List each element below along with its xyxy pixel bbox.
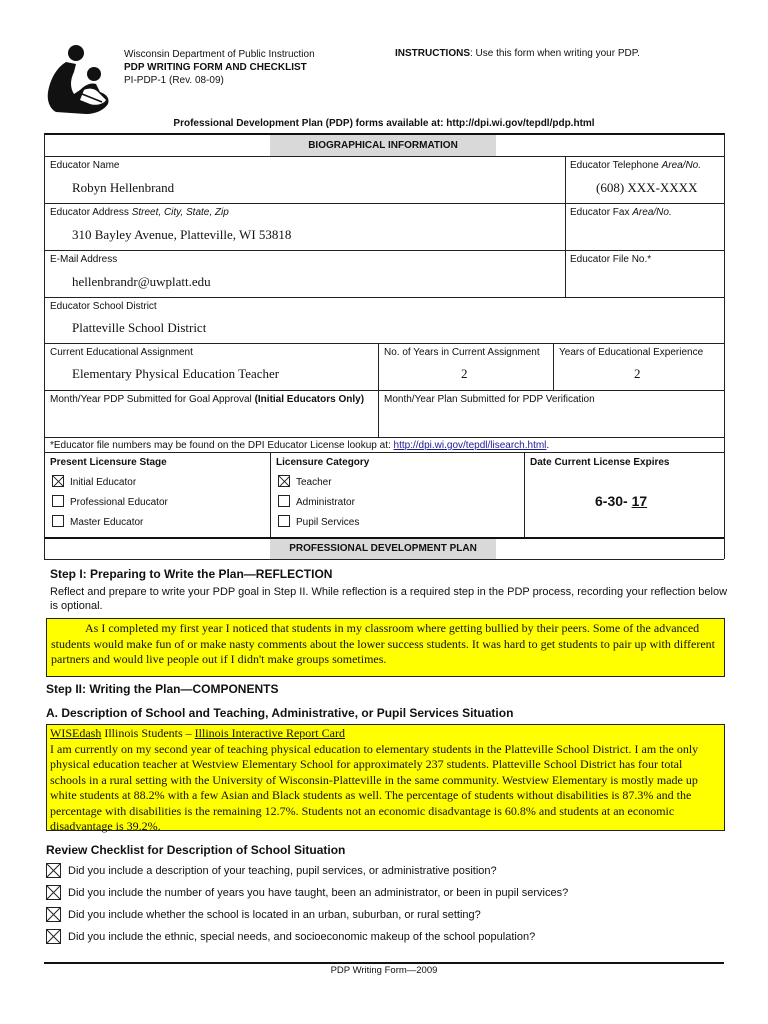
header-block <box>124 48 315 87</box>
years-experience-value[interactable]: 2 <box>634 366 641 381</box>
checklist-checkbox-2[interactable] <box>46 885 61 900</box>
phone-label: Educator Telephone Area/No. <box>570 160 702 171</box>
instructions-text: : Use this form when writing your PDP. <box>470 48 640 59</box>
category-teacher-checkbox[interactable] <box>278 475 290 487</box>
stage-professional-checkbox[interactable] <box>52 495 64 507</box>
file-no-label: Educator File No.* <box>570 254 652 265</box>
checklist-checkbox-4[interactable] <box>46 929 61 944</box>
address-value[interactable]: 310 Bayley Avenue, Platteville, WI 53818 <box>72 227 292 242</box>
category-pupil-services-checkbox[interactable] <box>278 515 290 527</box>
step1-body: Reflect and prepare to write your PDP goal in Step II. While reflection is a required step in the PDP process, recording your reflection below is optional. <box>50 586 728 612</box>
verification-label: Month/Year Plan Submitted for PDP Verification <box>384 394 595 405</box>
checklist-item-1: Did you include a description of your teaching, pupil services, or administrative position? <box>68 865 497 877</box>
email-label: E-Mail Address <box>50 254 118 265</box>
stage-master-label: Master Educator <box>70 517 144 528</box>
checklist-item-4: Did you include the ethnic, special needs, and socioeconomic makeup of the school population? <box>68 931 536 943</box>
phone-value[interactable]: (608) XXX-XXXX <box>596 180 698 195</box>
licensure-stage-label: Present Licensure Stage <box>50 457 167 468</box>
pdp-section-title: PROFESSIONAL DEVELOPMENT PLAN <box>289 543 477 554</box>
school-description: WISEdash Illinois Students – Illinois Interactive Report Card I am currently on my second year of teaching physical education to elementary students in the Platteville School District. I am the only physical education teacher at Westview Elementary School for approximately 237 students. Platteville School District has four total schools in a rural setting with the University of Wisconsin-Platteville in the same community. Westview Elementary is mostly made up white students at 88.2% with a few Asian and Black students as well. The percentage of students without disabilities is 87.3% and the percentage with disabilities is the remaining 12.7%. Students not an economic disadvantage is 60.8% and students at an economic disadvantage is 39.2%. <box>50 726 699 833</box>
expires-value[interactable]: 6-30- 17 <box>595 493 648 509</box>
instructions-label: INSTRUCTIONS <box>395 48 470 59</box>
wisedash-link[interactable]: WISEdash <box>50 726 102 740</box>
licensure-category-label: Licensure Category <box>276 457 370 468</box>
reflection-textbox[interactable] <box>46 618 725 677</box>
file-note: *Educator file numbers may be found on the DPI Educator License lookup at: http://dpi.wi.gov/tepdl/lisearch.html. <box>50 440 550 451</box>
stage-professional-label: Professional Educator <box>70 497 168 508</box>
checklist-title: Review Checklist for Description of School Situation <box>46 843 346 857</box>
category-administrator-label: Administrator <box>296 497 355 508</box>
forms-url-link[interactable]: http://dpi.wi.gov/tepdl/pdp.html <box>446 118 595 129</box>
agency-name: Wisconsin Department of Public Instruction <box>124 49 315 60</box>
checklist-checkbox-3[interactable] <box>46 907 61 922</box>
assignment-value[interactable]: Elementary Physical Education Teacher <box>72 366 280 381</box>
category-administrator-checkbox[interactable] <box>278 495 290 507</box>
reflection-text: As I completed my first year I noticed that students in my classroom where getting bullied by their peers. Some of the advanced students would make fun of or make nasty comments about the lower success students. It was hard to get students to pair up with different partners and would live people out if I didn't make groups sometimes. <box>51 621 715 666</box>
step1-title: Step I: Preparing to Write the Plan—REFLECTION <box>50 567 333 581</box>
category-teacher-label: Teacher <box>296 477 332 488</box>
district-label: Educator School District <box>50 301 157 312</box>
forms-available-prefix: Professional Development Plan (PDP) forms available at: <box>173 118 447 129</box>
district-value[interactable]: Platteville School District <box>72 320 207 335</box>
license-lookup-link[interactable]: http://dpi.wi.gov/tepdl/lisearch.html <box>393 440 547 451</box>
expires-label: Date Current License Expires <box>530 457 670 468</box>
dpi-logo <box>46 44 112 116</box>
illinois-report-card-link[interactable]: Illinois Interactive Report Card <box>194 726 345 740</box>
footer-rule <box>44 962 724 964</box>
goal-approval-label: Month/Year PDP Submitted for Goal Approval (Initial Educators Only) <box>50 394 365 405</box>
footer-text: PDP Writing Form—2009 <box>330 965 438 976</box>
educator-name-label: Educator Name <box>50 160 120 171</box>
checklist-item-3: Did you include whether the school is located in an urban, suburban, or rural setting? <box>68 909 481 921</box>
educator-name-value[interactable]: Robyn Hellenbrand <box>72 180 175 195</box>
years-current-value[interactable]: 2 <box>461 366 468 381</box>
school-description-textbox[interactable] <box>46 724 725 831</box>
category-pupil-services-label: Pupil Services <box>296 517 360 528</box>
fax-label: Educator Fax Area/No. <box>570 207 672 218</box>
email-value[interactable]: hellenbrandr@uwplatt.edu <box>72 274 211 289</box>
form-id: PI-PDP-1 (Rev. 08-09) <box>124 75 224 86</box>
stage-initial-checkbox[interactable] <box>52 475 64 487</box>
assignment-label: Current Educational Assignment <box>50 347 193 358</box>
checklist-checkbox-1[interactable] <box>46 863 61 878</box>
form-title: PDP WRITING FORM AND CHECKLIST <box>124 62 307 73</box>
stage-initial-label: Initial Educator <box>70 477 137 488</box>
years-experience-label: Years of Educational Experience <box>559 347 704 358</box>
instructions <box>395 48 640 59</box>
address-label: Educator Address Street, City, State, Zip <box>50 207 229 218</box>
step2-title: Step II: Writing the Plan—COMPONENTS <box>46 682 279 696</box>
checklist-item-2: Did you include the number of years you have taught, been an administrator, or been in pupil services? <box>68 887 569 899</box>
school-description-text: I am currently on my second year of teaching physical education to elementary students in the Platteville School District. I am the only physical education teacher at Westview Elementary School for approximately 237 students. Platteville School District has four total schools in a rural setting with the University of Wisconsin-Platteville in the same community. Westview Elementary is mostly made up white students at 88.2% with a few Asian and Black students as well. The percentage of students without disabilities is 87.3% and the percentage with disabilities is the remaining 12.7%. Students not an economic disadvantage is 60.8% and students at an economic disadvantage is 39.2%. <box>50 741 699 833</box>
bio-section-title: BIOGRAPHICAL INFORMATION <box>308 140 458 151</box>
years-current-label: No. of Years in Current Assignment <box>384 347 540 358</box>
stage-master-checkbox[interactable] <box>52 515 64 527</box>
forms-available-line <box>0 118 768 129</box>
section-a-title: A. Description of School and Teaching, Administrative, or Pupil Services Situation <box>46 706 514 720</box>
